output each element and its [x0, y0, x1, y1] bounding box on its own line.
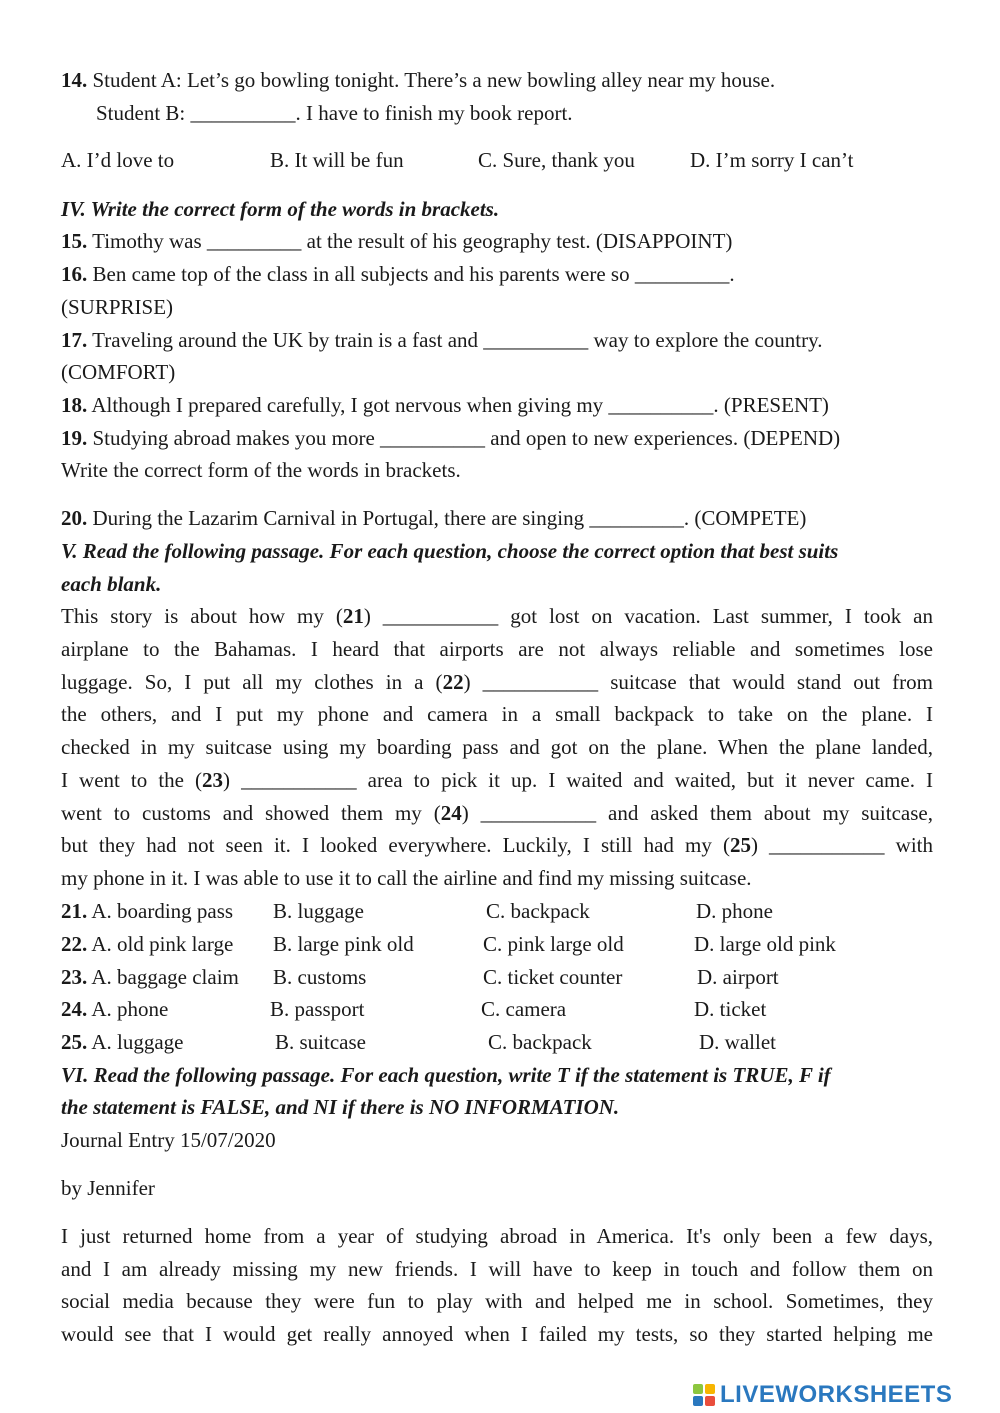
q15-number: 15.: [61, 229, 88, 253]
passage-text: ) ___________ area to pick it up. I waited and waited, but it never came. I: [223, 768, 933, 792]
passage-text: went to customs and showed them my (: [61, 801, 441, 825]
logo-block: [705, 1396, 715, 1406]
passage-line-7: [61, 799, 933, 827]
blank-number-23: 23: [202, 768, 224, 792]
q23-option-c: C. ticket counter: [483, 965, 623, 989]
q14-student-b: Student B: __________. I have to finish my book report.: [96, 101, 573, 125]
q16-continuation: (SURPRISE): [61, 295, 174, 319]
q20: [61, 504, 806, 532]
q22-option-c: C. pink large old: [483, 932, 624, 956]
q24-option-a: [61, 995, 168, 1023]
logo-block: [693, 1384, 703, 1394]
q23-option-a: [61, 963, 239, 991]
q21-option-b: B. luggage: [273, 899, 364, 923]
journal-line-2: and I am already missing my new friends. I will have to keep in touch and follow them on: [61, 1257, 933, 1281]
q14-option-c: C. Sure, thank you: [478, 148, 635, 172]
q14-student-a: Student A: Let’s go bowling tonight. There’s a new bowling alley near my house.: [87, 68, 776, 92]
q22-option-d: D. large old pink: [694, 932, 836, 956]
passage-line-9: my phone in it. I was able to use it to call the airline and find my missing suitcase.: [61, 866, 752, 890]
section-4-note: Write the correct form of the words in brackets.: [61, 458, 461, 482]
q17: [61, 326, 823, 354]
journal-entry-title: Journal Entry 15/07/2020: [61, 1128, 276, 1152]
q25-number: 25.: [61, 1030, 88, 1054]
q25-option-c: C. backpack: [488, 1030, 592, 1054]
q25-option-b: B. suitcase: [275, 1030, 366, 1054]
q25-option-a: [61, 1028, 183, 1056]
q19-text: Studying abroad makes you more __________ and open to new experiences. (DEPEND): [87, 426, 841, 450]
q20-number: 20.: [61, 506, 88, 530]
q16-number: 16.: [61, 262, 88, 286]
option-text: A. old pink large: [87, 932, 234, 956]
option-text: A. baggage claim: [87, 965, 239, 989]
section-5-heading-line2: each blank.: [61, 572, 162, 596]
q14-option-d: D. I’m sorry I can’t: [690, 148, 854, 172]
logo-text: LIVEWORKSHEETS: [720, 1381, 953, 1408]
q25-option-d: D. wallet: [699, 1030, 776, 1054]
q18-number: 18.: [61, 393, 88, 417]
q17-continuation: (COMFORT): [61, 360, 176, 384]
q21-number: 21.: [61, 899, 88, 923]
journal-line-3: social media because they were fun to play with and helped me in school. Sometimes, they: [61, 1289, 933, 1313]
passage-text: ) ___________ got lost on vacation. Last summer, I took an: [363, 604, 933, 628]
q23-option-d: D. airport: [697, 965, 779, 989]
q22-number: 22.: [61, 932, 88, 956]
q20-text: During the Lazarim Carnival in Portugal, there are singing _________. (COMPETE): [87, 506, 807, 530]
liveworksheets-logo[interactable]: [693, 1382, 952, 1408]
option-text: A. phone: [87, 997, 169, 1021]
passage-text: ) ___________ with: [750, 833, 933, 857]
q15-text: Timothy was _________ at the result of his geography test. (DISAPPOINT): [87, 229, 733, 253]
q24-number: 24.: [61, 997, 88, 1021]
logo-block: [705, 1384, 715, 1394]
q22-option-a: [61, 930, 233, 958]
option-text: A. luggage: [87, 1030, 184, 1054]
q17-text: Traveling around the UK by train is a fast and __________ way to explore the country.: [87, 328, 823, 352]
passage-line-2: airplane to the Bahamas. I heard that airports are not always reliable and sometimes lose: [61, 637, 933, 661]
passage-text: This story is about how my (: [61, 604, 343, 628]
blank-number-21: 21: [342, 604, 364, 628]
blank-number-22: 22: [442, 670, 464, 694]
passage-line-3: [61, 668, 933, 696]
q14-option-b: B. It will be fun: [270, 148, 404, 172]
q21-option-c: C. backpack: [486, 899, 590, 923]
q15: [61, 227, 732, 255]
section-6-heading-line1: VI. Read the following passage. For each question, write T if the statement is TRUE, F if: [61, 1063, 831, 1087]
journal-line-1: I just returned home from a year of studying abroad in America. It's only been a few days,: [61, 1224, 933, 1248]
section-4-heading: IV. Write the correct form of the words in brackets.: [61, 197, 500, 221]
journal-byline: by Jennifer: [61, 1176, 155, 1200]
blank-number-24: 24: [440, 801, 462, 825]
q24-option-c: C. camera: [481, 997, 567, 1021]
q19: [61, 424, 840, 452]
q23-option-b: B. customs: [273, 965, 367, 989]
q14-option-a: A. I’d love to: [61, 148, 175, 172]
passage-text: ) ___________ suitcase that would stand out from: [463, 670, 933, 694]
q19-number: 19.: [61, 426, 88, 450]
option-text: A. boarding pass: [87, 899, 234, 923]
q21-option-d: D. phone: [696, 899, 773, 923]
q22-option-b: B. large pink old: [273, 932, 414, 956]
q16-text: Ben came top of the class in all subjects and his parents were so _________.: [87, 262, 735, 286]
q18: [61, 391, 829, 419]
passage-line-8: [61, 831, 933, 859]
blank-number-25: 25: [729, 833, 751, 857]
q14-line1: [61, 66, 775, 94]
section-6-heading-line2: the statement is FALSE, and NI if there is NO INFORMATION.: [61, 1095, 620, 1119]
q24-option-b: B. passport: [270, 997, 365, 1021]
passage-line-4: the others, and I put my phone and camera in a small backpack to take on the plane. I: [61, 702, 933, 726]
q21-option-a: [61, 897, 233, 925]
passage-text: but they had not seen it. I looked everywhere. Luckily, I still had my (: [61, 833, 730, 857]
passage-line-5: checked in my suitcase using my boarding pass and got on the plane. When the plane landed,: [61, 735, 933, 759]
passage-text: I went to the (: [61, 768, 203, 792]
q24-option-d: D. ticket: [694, 997, 767, 1021]
passage-line-1: [61, 602, 933, 630]
logo-block: [693, 1396, 703, 1406]
passage-text: luggage. So, I put all my clothes in a (: [61, 670, 443, 694]
q17-number: 17.: [61, 328, 88, 352]
journal-line-4: would see that I would get really annoyed when I failed my tests, so they started helping me: [61, 1322, 933, 1346]
passage-line-6: [61, 766, 933, 794]
q18-text: Although I prepared carefully, I got nervous when giving my __________. (PRESENT): [87, 393, 829, 417]
q23-number: 23.: [61, 965, 88, 989]
q14-number: 14.: [61, 68, 88, 92]
q16: [61, 260, 735, 288]
logo-blocks-icon: [693, 1384, 717, 1406]
passage-text: ) ___________ and asked them about my suitcase,: [461, 801, 933, 825]
section-5-heading-line1: V. Read the following passage. For each question, choose the correct option that best suits: [61, 539, 839, 563]
